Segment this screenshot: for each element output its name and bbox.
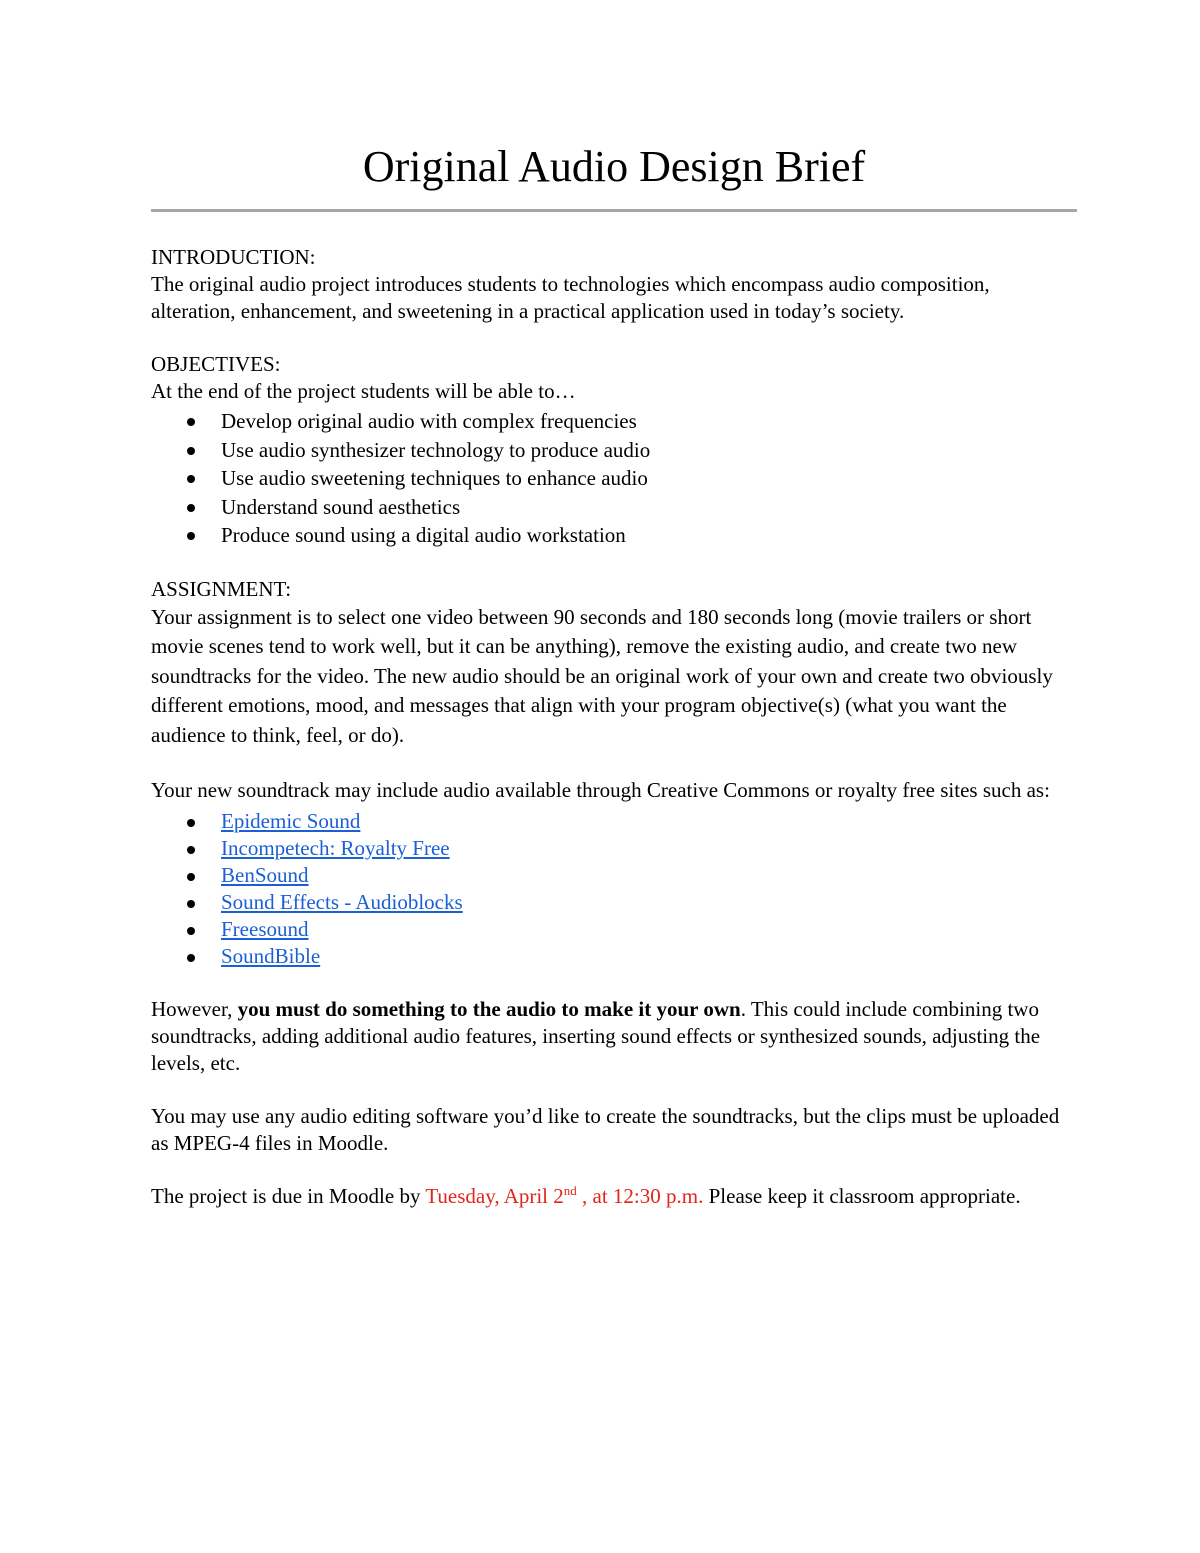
list-item: Develop original audio with complex frequencies bbox=[151, 407, 1077, 436]
objectives-heading: OBJECTIVES: bbox=[151, 352, 281, 376]
sites-list bbox=[151, 808, 1077, 970]
bullet-icon bbox=[187, 504, 195, 512]
document-page bbox=[151, 138, 1077, 1210]
list-item bbox=[151, 943, 1077, 970]
list-item bbox=[151, 916, 1077, 943]
document-title: Original Audio Design Brief bbox=[362, 142, 866, 191]
objectives-section bbox=[151, 351, 1077, 550]
bullet-icon bbox=[187, 532, 195, 540]
bullet-icon bbox=[187, 475, 195, 483]
bullet-icon bbox=[187, 900, 195, 908]
software-paragraph: You may use any audio editing software you’d like to create the soundtracks, but the clips must be uploaded as MPEG-4 files in Moodle. bbox=[151, 1103, 1060, 1155]
assignment-heading: ASSIGNMENT: bbox=[151, 576, 292, 601]
sites-lead: Your new soundtrack may include audio available through Creative Commons or royalty free sites such as: bbox=[151, 778, 1050, 802]
list-item: Understand sound aesthetics bbox=[151, 493, 1077, 522]
assignment-body: Your assignment is to select one video between 90 seconds and 180 seconds long (movie trailers or short movie scenes tend to work well, but it can be anything), remove the existing audio, and create two new soundtracks for the video. The new audio should be an original work of your own and create two obviously different emotions, mood, and messages that align with your program objective(s) (what you want the audience to think, feel, or do). bbox=[151, 604, 1053, 747]
list-item bbox=[151, 808, 1077, 835]
introduction-section bbox=[151, 244, 1077, 325]
due-paragraph: The project is due in Moodle by Tuesday, April 2nd , at 12:30 p.m. Please keep it classroom appropriate. bbox=[151, 1182, 1021, 1208]
assignment-section bbox=[151, 576, 1077, 1210]
list-item: Use audio sweetening techniques to enhance audio bbox=[151, 464, 1077, 493]
introduction-body: The original audio project introduces students to technologies which encompass audio composition, alteration, enhancement, and sweetening in a practical application used in today’s society. bbox=[151, 272, 990, 323]
objectives-list bbox=[151, 407, 1077, 550]
link-audioblocks[interactable]: Sound Effects - Audioblocks bbox=[221, 889, 463, 914]
bullet-icon bbox=[187, 846, 195, 854]
objectives-lead: At the end of the project students will be able to… bbox=[151, 379, 576, 403]
due-date: Tuesday, April 2nd , at 12:30 p.m. bbox=[425, 1182, 704, 1208]
title-divider bbox=[151, 209, 1077, 212]
bullet-icon bbox=[187, 447, 195, 455]
bullet-icon bbox=[187, 954, 195, 962]
list-item bbox=[151, 889, 1077, 916]
list-item bbox=[151, 862, 1077, 889]
link-incompetech[interactable]: Incompetech: Royalty Free bbox=[221, 835, 450, 860]
bullet-icon bbox=[187, 873, 195, 881]
introduction-heading: INTRODUCTION: bbox=[151, 245, 316, 269]
bullet-icon bbox=[187, 927, 195, 935]
bullet-icon bbox=[187, 418, 195, 426]
link-freesound[interactable]: Freesound bbox=[221, 916, 309, 941]
list-item: Use audio synthesizer technology to produce audio bbox=[151, 436, 1077, 465]
list-item bbox=[151, 835, 1077, 862]
bullet-icon bbox=[187, 819, 195, 827]
list-item: Produce sound using a digital audio workstation bbox=[151, 521, 1077, 550]
however-paragraph: However, you must do something to the audio to make it your own. This could include combining two soundtracks, adding additional audio features, inserting sound effects or synthesized sounds, adjusting the levels, etc. bbox=[151, 996, 1041, 1075]
link-soundbible[interactable]: SoundBible bbox=[221, 943, 321, 968]
however-emphasis: you must do something to the audio to make it your own bbox=[237, 996, 741, 1021]
link-epidemic-sound[interactable]: Epidemic Sound bbox=[221, 808, 361, 833]
link-bensound[interactable]: BenSound bbox=[221, 862, 309, 887]
